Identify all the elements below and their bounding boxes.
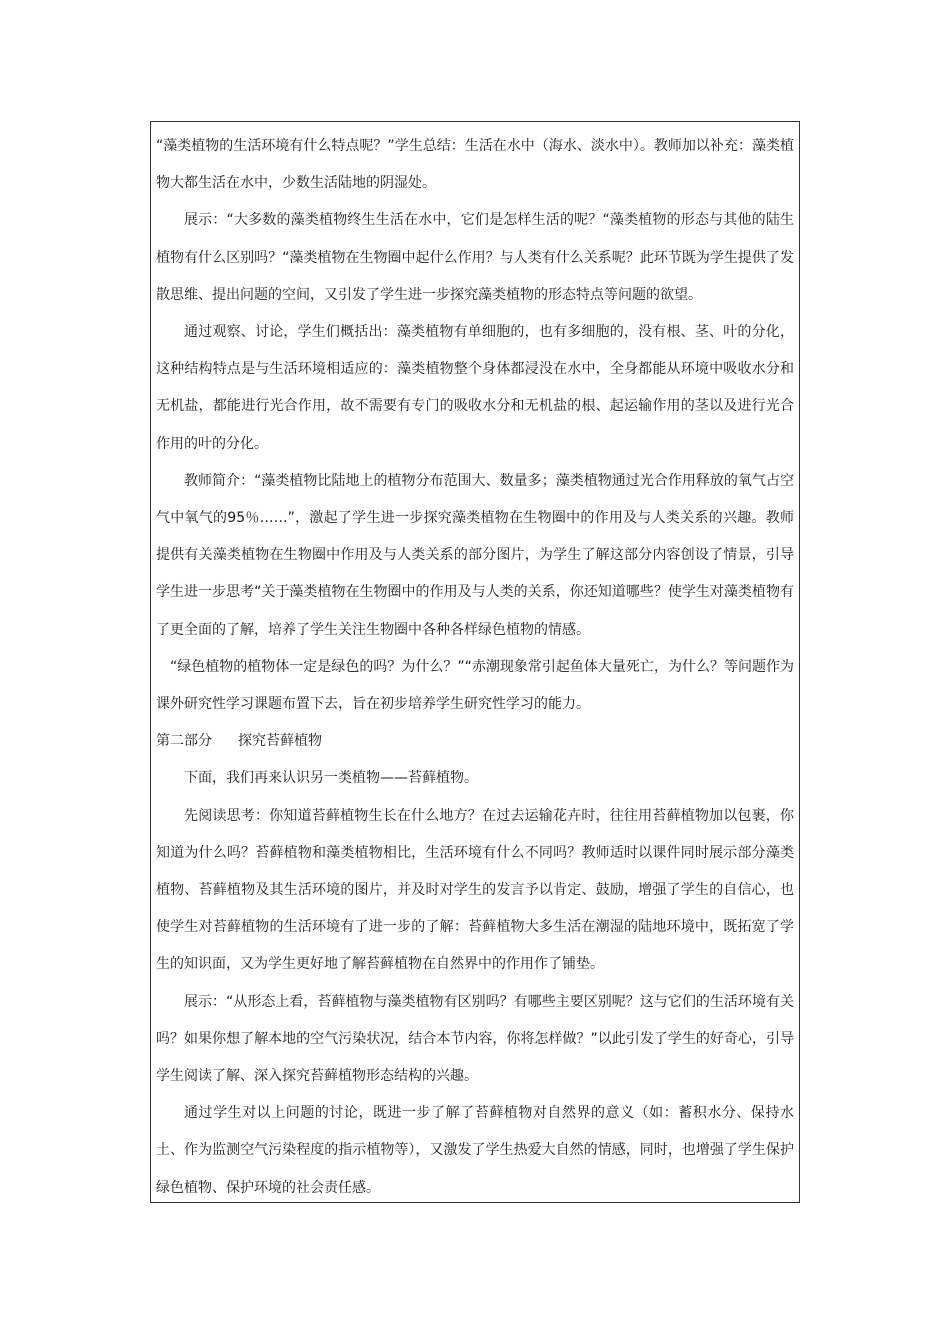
paragraph-moss-intro: 下面，我们再来认识另一类植物——苔藓植物。 [184,770,478,787]
paragraph-moss-display: 展示：“从形态上看，苔藓植物与藻类植物有区别吗？有哪些主要区别呢？这与它们的生活环境有关吗？如果你想了解本地的空气污染状况，结合本节内容，你将怎样做？”以此引发了学生的好奇心，引导学生阅读了解、深入探究苔藓植物形态结构的兴趣。 [156,993,794,1085]
lesson-text-box [150,121,800,1203]
paragraph-discussion-conclusion: 通过学生对以上问题的讨论，既进一步了解了苔藓植物对自然界的意义（如：蓄积水分、保持水土、作为监测空气污染程度的指示植物等），又激发了学生热爱大自然的情感，同时，也增强了学生保护绿色植物、保护环境的社会责任感。 [156,1105,794,1196]
section-heading [156,723,794,760]
paragraph-observation-summary: 通过观察、讨论，学生们概括出：藻类植物有单细胞的，也有多细胞的，没有根、茎、叶的分化，这种结构特点是与生活环境相适应的：藻类植物整个身体都浸没在水中，全身都能从环境中吸收水分和无机盐，都能进行光合作用，故不需要有专门的吸收水分和无机盐的根、起运输作用的茎以及进行光合作用的叶的分化。 [156,324,794,452]
paragraph-algae-environment: “藻类植物的生活环境有什么特点呢？”学生总结：生活在水中（海水、淡水中）。教师加以补充：藻类植物大都生活在水中，少数生活陆地的阴湿处。 [156,138,794,192]
section-title: 探究苔藓植物 [238,733,322,750]
section-part-label: 第二部分 [156,733,212,750]
paragraph-reading-thinking: 先阅读思考：你知道苔藓植物生长在什么地方？在过去运输花卉时，往往用苔藓植物加以包裹，你知道为什么吗？苔藓植物和藻类植物相比，生活环境有什么不同吗？教师适时以课件同时展示部分藻类植物、苔藓植物及其生活环境的图片，并及时对学生的发言予以肯定、鼓励，增强了学生的自信心，也使学生对苔藓植物的生活环境有了进一步的了解：苔藓植物大多生活在潮湿的陆地环境中，既拓宽了学生的知识面，又为学生更好地了解苔藓植物在自然界中的作用作了铺垫。 [156,807,794,973]
paragraph-research-questions: “绿色植物的植物体一定是绿色的吗？为什么？”“赤潮现象常引起鱼体大量死亡，为什么？等问题作为课外研究性学习课题布置下去，旨在初步培养学生研究性学习的能力。 [156,658,794,713]
paragraph-teacher-intro: 教师简介：“藻类植物比陆地上的植物分布范围大、数量多；藻类植物通过光合作用释放的氧气占空气中氧气的95％……”，激起了学生进一步探究藻类植物在生物圈中的作用及与人类关系的兴趣。教师提供有关藻类植物在生物圈中作用及与人类关系的部分图片，为学生了解这部分内容创设了情景，引导学生进一步思考“关于藻类植物在生物圈中的作用及与人类的关系，你还知道哪些？使学生对藻类植物有了更全面的了解，培养了学生关注生物圈中各种各样绿色植物的情感。 [156,472,794,638]
paragraph-display-questions: 展示：“大多数的藻类植物终生生活在水中，它们是怎样生活的呢？“藻类植物的形态与其他的陆生植物有什么区别吗？“藻类植物在生物圈中起什么作用？与人类有什么关系呢？此环节既为学生提供了发散思维、提出问题的空间，又引发了学生进一步探究藻类植物的形态特点等问题的欲望。 [156,212,794,303]
